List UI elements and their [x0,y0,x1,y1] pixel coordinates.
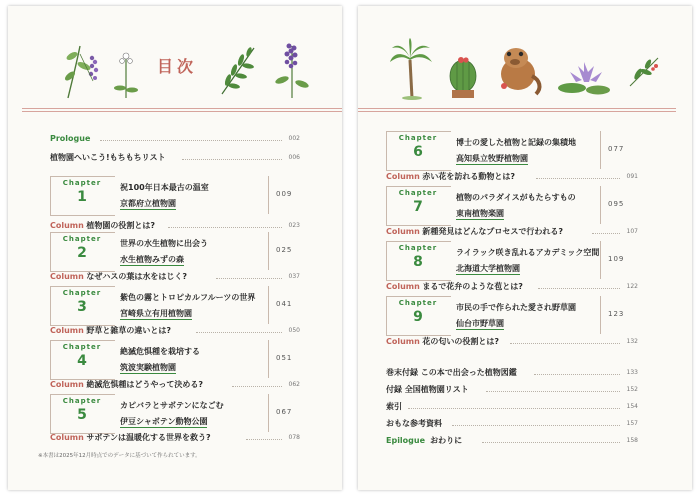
toc-intro[interactable]: 植物園へいこう!もちもちリスト 006 [50,153,300,162]
toc-column-4[interactable]: Column 絶滅危惧種はどうやって決める? 062 [50,380,300,389]
toc-column-5[interactable]: Column サボテンは温暖化する世界を救う? 078 [50,433,300,442]
toc-chapter-4[interactable]: Chapter 4 絶滅危惧種を栽培する 筑波実験植物園 051 [50,340,300,378]
lilac-branch-icon [272,36,312,100]
leafy-branch-icon [58,36,108,100]
toc-references[interactable]: おもな参考資料 157 [386,419,638,428]
page-title: 目次 [157,57,198,76]
berry-branch-icon [624,36,664,100]
divider [22,111,342,112]
divider [22,108,342,109]
toc-appendix-plants[interactable]: 巻末付録 この本で出会った植物図鑑 133 [386,368,638,377]
toc-index[interactable]: 索引 154 [386,402,638,411]
toc-epilogue[interactable]: Epilogue おわりに 158 [386,436,638,445]
toc-chapter-1[interactable]: Chapter 1 祝100年日本最古の温室 京都府立植物園 009 [50,176,300,214]
toc-appendix-list[interactable]: 付録 全国植物園リスト 152 [386,385,638,394]
toc-column-2[interactable]: Column なぜハスの葉は水をはじく? 037 [50,272,300,281]
toc-column-1[interactable]: Column 植物園の役割とは? 023 [50,221,300,230]
footnote: ※本書は2025年12月時点でのデータに基づいて作られています。 [38,453,201,459]
toc-chapter-3[interactable]: Chapter 3 紫色の霧とトロピカルフルーツの世界 宮崎県立有用植物園 041 [50,286,300,324]
toc-chapter-8[interactable]: Chapter 8 ライラック咲き乱れるアカデミック空間 北海道大学植物園 109 [386,241,636,279]
toc-column-8[interactable]: Column まるで花弁のような苞とは? 122 [386,282,638,291]
toc-chapter-6[interactable]: Chapter 6 博士の愛した植物と記録の集積地 高知県立牧野植物園 077 [386,131,636,169]
fern-leaf-icon [216,36,260,100]
toc-column-3[interactable]: Column 野草と雑草の違いとは? 050 [50,326,300,335]
toc-chapter-2[interactable]: Chapter 2 世界の水生植物に出会う 水生植物みずの森 025 [50,232,300,270]
toc-chapter-9[interactable]: Chapter 9 市民の手で作られた愛され野草園 仙台市野草園 123 [386,296,636,334]
toc-column-9[interactable]: Column 花の匂いの役割とは? 132 [386,337,638,346]
palm-tree-icon [388,36,434,100]
cactus-icon [446,36,480,100]
toc-chapter-7[interactable]: Chapter 7 植物のパラダイスがもたらすもの 東南植物楽園 095 [386,186,636,224]
toc-prologue[interactable]: Prologue 002 [50,134,300,143]
divider [358,108,676,109]
capybara-icon [494,36,544,100]
left-page [8,6,342,490]
right-page [358,6,692,490]
toc-chapter-5[interactable]: Chapter 5 カピバラとサボテンになごむ 伊豆シャボテン動物公園 067 [50,394,300,432]
divider [358,111,676,112]
toc-column-7[interactable]: Column 新種発見はどんなプロセスで行われる? 107 [386,227,638,236]
toc-column-6[interactable]: Column 赤い花を訪れる動物とは? 091 [386,172,638,181]
small-flower-icon [112,36,140,100]
water-lily-icon [556,36,612,100]
